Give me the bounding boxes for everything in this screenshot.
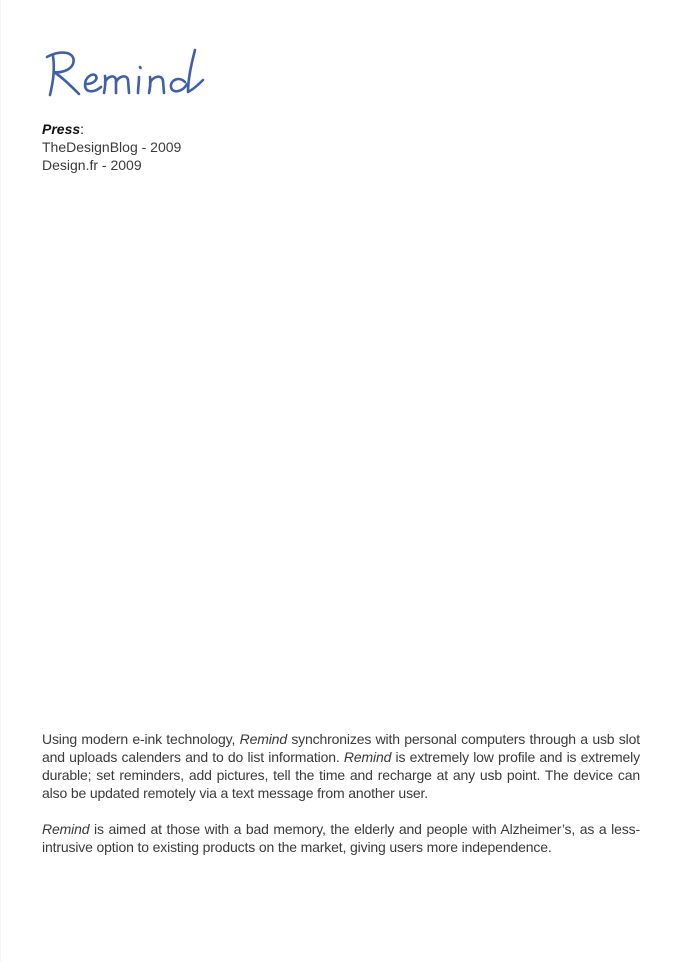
description-text (42, 730, 640, 874)
press-section (42, 120, 181, 174)
description-paragraph-2 (42, 820, 640, 856)
paragraph-text: Using modern e-ink technology, (42, 731, 240, 747)
paragraph-text: is aimed at those with a bad memory, the elderly and people with Alzheimer’s, as a less-intrusive option to existing products on the market, giving users more independence. (42, 821, 640, 855)
remind-logo-handwriting (41, 40, 261, 110)
paragraph-text: is extremely low profile and is extremely durable; set reminders, add pictures, tell the time and recharge at any usb point. The device can also be updated remotely via a text message from another user. (42, 749, 640, 801)
brand-name: Remind (239, 731, 287, 747)
description-paragraph-1 (42, 730, 640, 802)
brand-name: Remind (343, 749, 392, 765)
remind-logo (41, 40, 261, 110)
press-heading (42, 120, 181, 138)
press-item: TheDesignBlog - 2009 (42, 139, 182, 155)
paragraph-text: synchronizes with personal computers through a usb slot and uploads calenders and to do list information. (42, 731, 640, 765)
press-heading-label: Press (42, 121, 81, 137)
press-item: Design.fr - 2009 (42, 157, 142, 173)
press-heading-colon: : (80, 121, 85, 137)
brand-name: Remind (42, 821, 90, 837)
